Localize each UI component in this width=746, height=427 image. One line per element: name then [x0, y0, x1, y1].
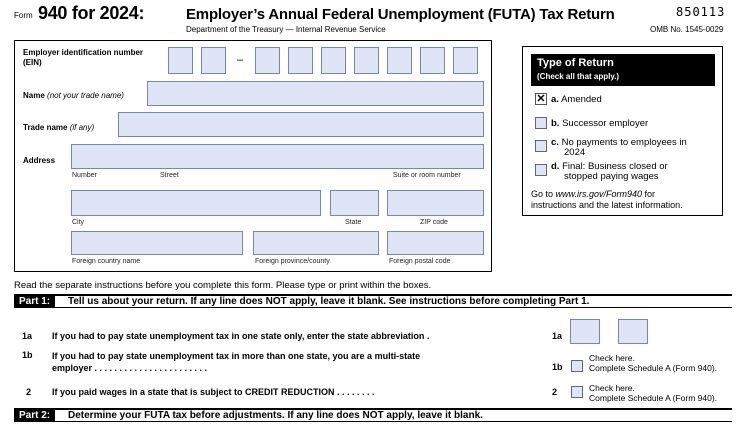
name-label [23, 91, 124, 100]
state-label: State [345, 219, 362, 226]
trade-name-label [23, 123, 94, 132]
zip-input[interactable] [387, 190, 484, 216]
ein-digit-8[interactable] [420, 47, 445, 74]
foreign-province-input[interactable] [253, 231, 379, 255]
number-label: Number [72, 172, 97, 179]
goto-url-link[interactable]: www.irs.gov/Form940 [555, 189, 643, 199]
successor-letter: b. [551, 118, 560, 129]
foreign-country-input[interactable] [71, 231, 243, 255]
form-word: Form [14, 11, 33, 20]
line-2-schedule-a: Complete Schedule A (Form 940). [589, 393, 718, 403]
line-2-check-label [589, 383, 717, 403]
line-2-dots: . . . . . . . . [334, 387, 375, 397]
omb-number: OMB No. 1545-0029 [650, 25, 724, 34]
final-text-2: stopped paying wages [564, 171, 659, 182]
line-1a-text [52, 331, 429, 341]
instructions-line: Read the separate instructions before you complete this form. Please type or print within the boxes. [14, 280, 432, 291]
final-return-label [551, 162, 668, 182]
line-1a-number: 1a [22, 331, 33, 341]
trade-name-label-text: Trade name [23, 123, 68, 132]
no-payments-label [551, 138, 687, 158]
final-text: Final: Business closed or [562, 161, 668, 172]
name-input[interactable] [147, 81, 484, 106]
state-abbrev-box-2[interactable] [618, 319, 648, 344]
foreign-postal-input[interactable] [387, 231, 484, 255]
line-1b-number: 1b [22, 350, 33, 360]
ein-dash: – [237, 54, 244, 66]
foreign-province-label: Foreign province/county [255, 258, 330, 265]
ein-label-2: (EIN) [23, 58, 42, 67]
line-1b-question-2: employer [52, 363, 93, 373]
line-1b-ref: 1b [552, 362, 563, 372]
amended-checkbox[interactable]: ✕ [536, 93, 546, 105]
department: Department of the Treasury — Internal Revenue Service [186, 25, 386, 34]
state-abbrev-box-1[interactable] [570, 319, 600, 344]
ein-digit-3[interactable] [255, 47, 280, 74]
no-payments-text-2: 2024 [564, 147, 586, 158]
part1-text: Tell us about your return. If any line does NOT apply, leave it blank. See instructions before completing Part 1. [68, 296, 590, 307]
type-of-return-subtitle: (Check all that apply.) [537, 72, 620, 81]
final-letter: d. [551, 161, 560, 172]
amended-text: Amended [561, 94, 602, 105]
line-1a-question: If you had to pay state unemployment tax in one state only, enter the state abbreviation [52, 331, 425, 341]
ein-digit-4[interactable] [288, 47, 313, 74]
trade-name-hint: (if any) [69, 123, 95, 132]
suite-label: Suite or room number [393, 172, 461, 179]
successor-text: Successor employer [562, 118, 649, 129]
line-1b-question: If you had to pay state unemployment tax in more than one state, you are a multi-state [52, 351, 421, 361]
line-1a-ref: 1a [552, 331, 563, 341]
successor-employer-checkbox[interactable] [535, 117, 547, 129]
ein-digit-6[interactable] [354, 47, 379, 74]
street-address-input[interactable] [71, 144, 484, 169]
ein-digit-9[interactable] [453, 47, 478, 74]
line-1b-check-here: Check here. [589, 353, 635, 363]
line-1b-dots: . . . . . . . . . . . . . . . . . . . . . . . [92, 363, 208, 373]
city-label: City [72, 219, 85, 226]
address-label: Address [23, 156, 56, 165]
part2-label: Part 2: [14, 410, 55, 422]
goto-line-2: instructions and the latest information. [531, 200, 683, 210]
part2-bar [14, 408, 732, 422]
line-2-number: 2 [26, 387, 32, 397]
line-2-question: If you paid wages in a state that is subject to CREDIT REDUCTION [52, 387, 335, 397]
ein-digit-5[interactable] [321, 47, 346, 74]
part1-label: Part 1: [14, 296, 55, 308]
goto-pre: Go to [531, 189, 556, 199]
multi-state-checkbox[interactable] [571, 360, 583, 372]
no-payments-letter: c. [551, 137, 559, 148]
part2-text: Determine your FUTA tax before adjustments. If any line does NOT apply, leave it blank. [68, 410, 483, 421]
line-1b-schedule-a: Complete Schedule A (Form 940). [589, 363, 718, 373]
ein-digit-1[interactable] [168, 47, 193, 74]
form-title: Employer’s Annual Federal Unemployment (FUTA) Tax Return [186, 6, 615, 23]
form-number: 940 for 2024: [38, 3, 145, 23]
trade-name-input[interactable] [118, 112, 484, 137]
amended-letter: a. [551, 94, 559, 105]
line-1b-text [52, 350, 420, 374]
foreign-country-label: Foreign country name [72, 258, 141, 265]
amended-label [551, 94, 602, 105]
city-input[interactable] [71, 190, 321, 216]
line-1a-dots: . [424, 331, 430, 341]
ein-digit-2[interactable] [201, 47, 226, 74]
line-2-ref: 2 [552, 387, 558, 397]
no-payments-text: No payments to employees in [561, 137, 687, 148]
state-input[interactable] [330, 190, 379, 216]
no-payments-checkbox[interactable] [535, 140, 547, 152]
name-label-text: Name [23, 91, 45, 100]
ein-digit-7[interactable] [387, 47, 412, 74]
goto-post: for [642, 189, 656, 199]
line-1b-check-label [589, 353, 717, 373]
foreign-postal-label: Foreign postal code [389, 258, 451, 265]
credit-reduction-checkbox[interactable] [571, 386, 583, 398]
street-label: Street [160, 172, 179, 179]
goto-instructions [531, 189, 683, 211]
line-2-check-here: Check here. [589, 383, 635, 393]
successor-employer-label [551, 118, 648, 129]
final-return-checkbox[interactable] [535, 164, 547, 176]
line-2-text [52, 387, 375, 397]
part1-bar [14, 294, 732, 308]
ein-label: Employer identification number [23, 48, 144, 57]
barcode-number: 850113 [676, 5, 726, 19]
zip-label: ZIP code [420, 219, 448, 226]
type-of-return-title: Type of Return [537, 57, 614, 69]
name-hint: (not your trade name) [47, 91, 124, 100]
